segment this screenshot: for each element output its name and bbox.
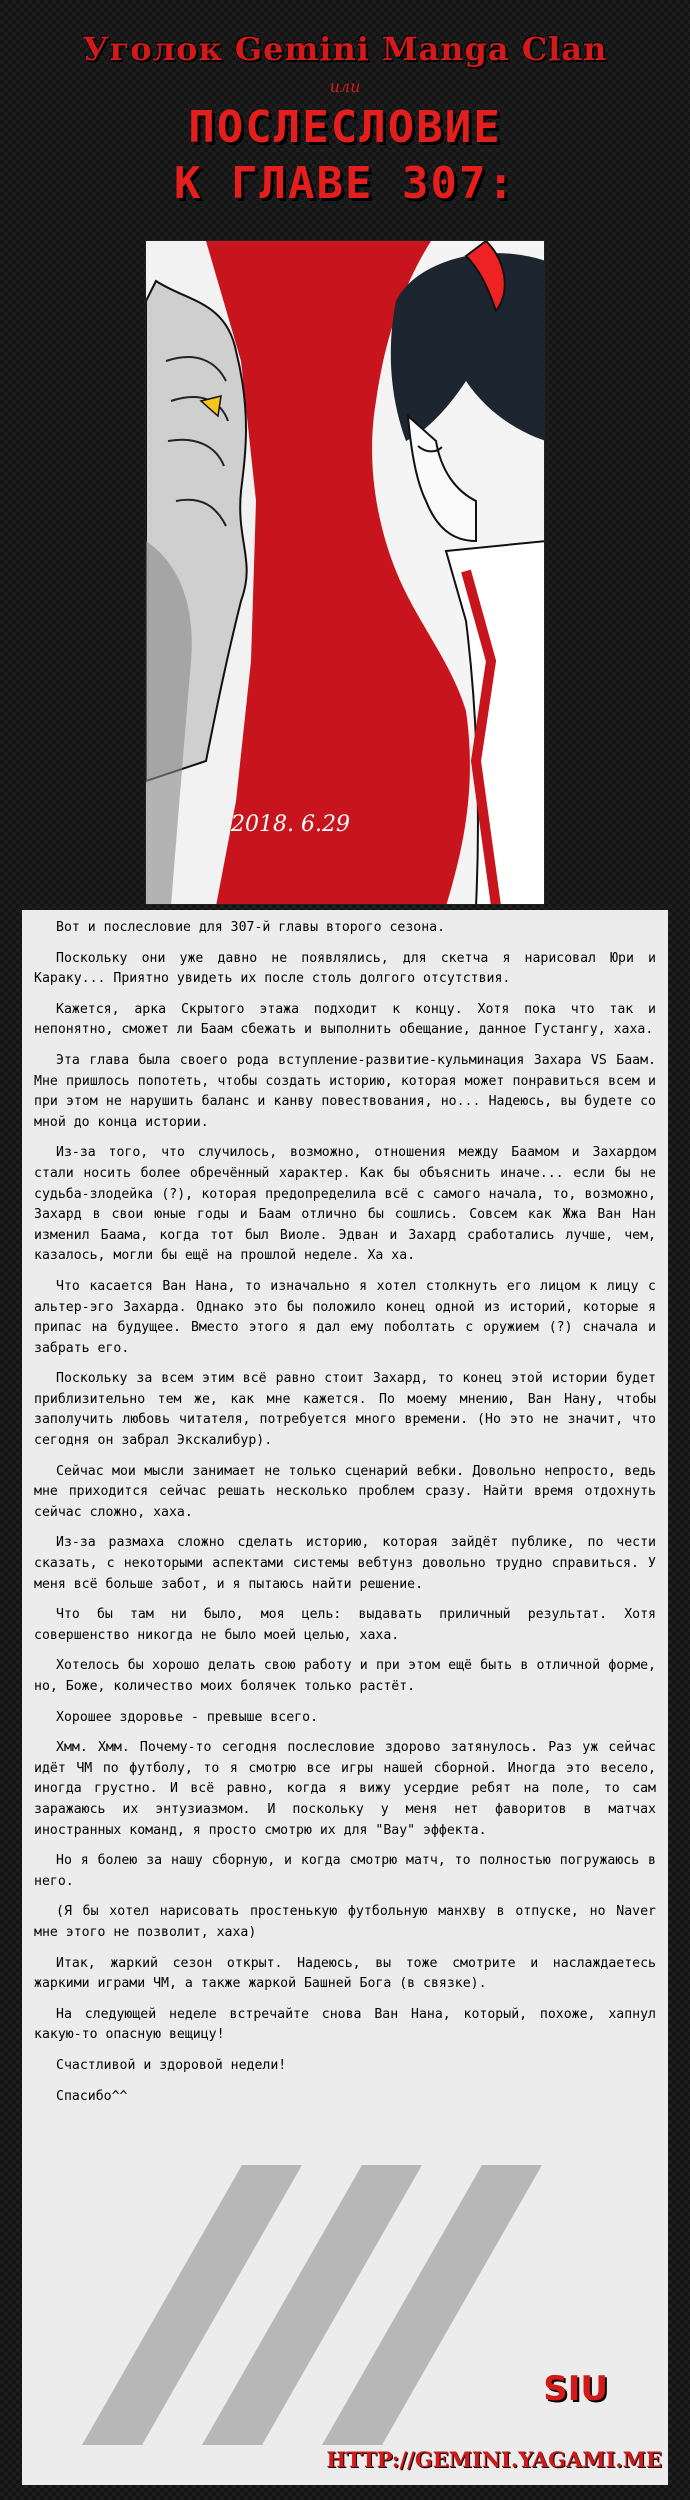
watermark-graphic (82, 2105, 552, 2445)
paragraph: Хотелось бы хорошо делать свою работу и при этом ещё быть в отличной форме, но, Боже, количество моих болячек только растёт. (34, 1658, 656, 1694)
afterword-textbox (22, 910, 668, 2485)
paragraph: Эта глава была своего рода вступление-развитие-кульминация Захара VS Баам. Мне пришлось попотеть, чтобы создать историю, которая может понравиться всем и при этом не нарушить баланс и канву повествования, но... Надеюсь, вы будете со мной до конца истории. (34, 1052, 656, 1130)
paragraph: (Я бы хотел нарисовать простенькую футбольную манхву в отпуске, но Naver мне этого не позволит, хаха) (34, 1904, 656, 1940)
page-header (0, 30, 690, 212)
author-signature: SIU (543, 2369, 608, 2410)
artwork-signature: 2018. 6.29 (231, 812, 350, 837)
paragraph: Спасибо^^ (56, 2088, 128, 2104)
site-link[interactable]: HTTP://GEMINI.YAGAMI.ME (326, 2447, 662, 2473)
paragraph: Поскольку они уже давно не появлялись, для скетча я нарисовал Юри и Караку... Приятно увидеть их после столь долгого отсутствия. (34, 950, 656, 987)
header-title-line1: ПОСЛЕСЛОВИЕ (188, 102, 502, 153)
paragraph: Итак, жаркий сезон открыт. Надеюсь, вы тоже смотрите и наслаждаетесь жаркими играми ЧМ, а также жаркой Башней Бога (в связке). (34, 1955, 656, 1992)
header-title-line2: К ГЛАВЕ 307: (174, 158, 516, 209)
paragraph: Счастливой и здоровой недели! (56, 2057, 287, 2073)
paragraph: Хмм. Хмм. Почему-то сегодня послесловие здорово затянулось. Раз уж сейчас идёт ЧМ по футболу, то я смотрю все игры нашей сборной. Иногда это весело, иногда грустно. И всё равно, когда я вижу усердие ребят на поле, то сам заражаюсь их энтузиазмом. И поскольку у меня нет фаворитов в матчах иностранных команд, я просто смотрю их для "Вау" эффекта. (34, 1740, 656, 1838)
paragraph: Но я болею за нашу сборную, и когда смотрю матч, то полностью погружаюсь в него. (34, 1853, 656, 1889)
artwork-illustration (146, 241, 545, 905)
header-connector: или (329, 77, 361, 96)
paragraph: Кажется, арка Скрытого этажа подходит к концу. Хотя пока что так и непонятно, сможет ли Баам сбежать и выполнить обещание, данное Густангу, хаха. (34, 1001, 656, 1038)
paragraph: Хорошее здоровье - превыше всего. (56, 1709, 319, 1725)
paragraph: Из-за того, что случилось, возможно, отношения между Баамом и Захардом стали носить более обречённый характер. Как бы объяснить иначе... если бы не судьба-злодейка (?), которая предопределила всё с самого начала, то, возможно, Захард в свои юные годы и Баам отлично бы сошлись. Совсем как Жжа Ван Нан изменил Баама, когда тот был Виоле. Эдван и Захард сработались лучше, чем, казалось, могли бы ещё на прошлой неделе. Ха ха. (34, 1145, 656, 1264)
paragraph: Сейчас мои мысли занимает не только сценарий вебки. Довольно непросто, ведь мне приходится сейчас решать несколько проблем сразу. Найти время отдохнуть сейчас сложно, хаха. (34, 1463, 656, 1520)
paragraph: Что бы там ни было, моя цель: выдавать приличный результат. Хотя совершенство никогда не было моей целью, хаха. (34, 1607, 656, 1643)
paragraph: Вот и послесловие для 307-й главы второго сезона. (56, 920, 446, 935)
paragraph: Поскольку за всем этим всё равно стоит Захард, то конец этой истории будет приблизительно тем же, как мне кажется. По моему мнению, Ван Нану, чтобы заполучить любовь читателя, потребуется много времени. (Но это не значит, что сегодня он забрал Экскалибур). (34, 1371, 656, 1449)
header-top-line: Уголок Gemini Manga Clan (82, 30, 608, 68)
chapter-artwork (145, 240, 545, 905)
paragraph: На следующей неделе встречайте снова Ван Нана, который, похоже, хапнул какую-то опасную вещицу! (34, 2006, 656, 2043)
paragraph: Что касается Ван Нана, то изначально я хотел столкнуть его лицом к лицу с альтер-эго Захарда. Однако это бы положило конец одной из историй, которые я припас на будущее. Вместо этого я дал ему поболтать с оружием (?) сначала и забрать его. (34, 1278, 656, 1356)
paragraph: Из-за размаха сложно сделать историю, которая зайдёт публике, по чести сказать, с некоторыми аспектами системы вебтунз довольно трудно справиться. У меня всё больше забот, и я пытаюсь найти решение. (34, 1535, 656, 1592)
